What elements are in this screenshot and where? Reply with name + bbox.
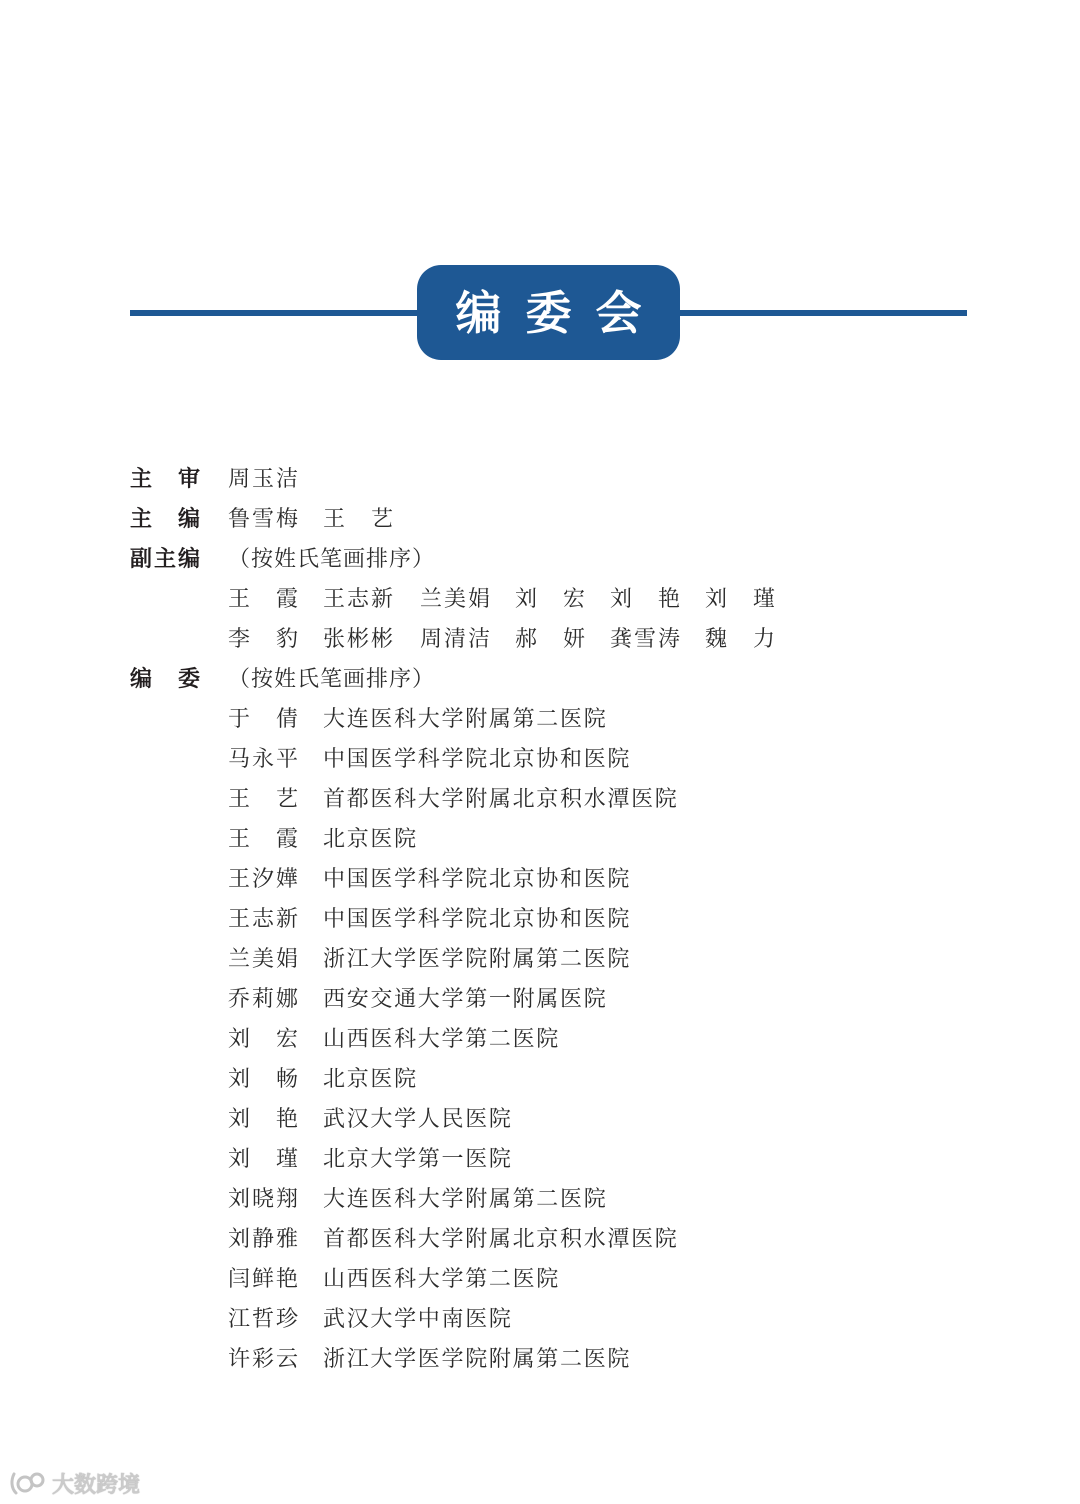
title-banner [417,265,680,360]
member-row [130,860,990,900]
member-affiliation: 山西医科大学第二医院 [323,1027,561,1052]
member-affiliation: 北京医院 [323,827,418,852]
deputy-editor-name: 刘 艳 [610,587,680,612]
deputy-editor-name: 王志新 [323,587,393,612]
member-affiliation: 浙江大学医学院附属第二医院 [323,1347,632,1372]
member-affiliation: 大连医科大学附属第二医院 [323,1187,608,1212]
deputy-editor-name: 郝 妍 [515,627,585,652]
chief-editor-name: 王 艺 [323,507,393,532]
member-row [130,1300,990,1340]
member-row [130,1340,990,1380]
member-affiliation: 中国医学科学院北京协和医院 [323,747,632,772]
deputy-editor-name: 魏 力 [705,627,775,652]
deputy-editor-name: 兰美娟 [420,587,490,612]
member-row [130,780,990,820]
deputy-editor-name: 张彬彬 [323,627,393,652]
chief-editors-label: 主 编 [130,507,200,532]
member-row [130,1060,990,1100]
chief-reviewer-name: 周玉洁 [228,467,298,492]
member-row [130,820,990,860]
member-row [130,1220,990,1260]
member-affiliation: 中国医学科学院北京协和医院 [323,867,632,892]
deputy-editors-names-row [130,620,990,660]
member-name: 刘 宏 [228,1027,298,1052]
member-name: 刘静雅 [228,1227,298,1252]
member-row [130,900,990,940]
page-title: 编委会 [455,285,666,340]
deputy-editor-name: 龚雪涛 [610,627,680,652]
deputy-editor-name: 王 霞 [228,587,298,612]
editorial-board-list [130,460,990,1380]
member-row [130,1180,990,1220]
editorial-board-order-note: （按姓氏笔画排序） [228,667,436,692]
member-row [130,1020,990,1060]
member-name: 刘 瑾 [228,1147,298,1172]
member-affiliation: 北京大学第一医院 [323,1147,513,1172]
editorial-board-label: 编 委 [130,667,200,692]
chief-reviewer-row [130,460,990,500]
editorial-board-row [130,660,990,700]
member-affiliation: 西安交通大学第一附属医院 [323,987,608,1012]
member-affiliation: 山西医科大学第二医院 [323,1267,561,1292]
member-name: 王 霞 [228,827,298,852]
chief-editors-row [130,500,990,540]
member-affiliation: 浙江大学医学院附属第二医院 [323,947,632,972]
member-name: 于 倩 [228,707,298,732]
deputy-editor-name: 周清洁 [420,627,490,652]
member-name: 刘 畅 [228,1067,298,1092]
member-affiliation: 武汉大学人民医院 [323,1107,513,1132]
deputy-editors-row [130,540,990,580]
member-row [130,700,990,740]
member-row [130,1260,990,1300]
member-affiliation: 武汉大学中南医院 [323,1307,513,1332]
deputy-editors-order-note: （按姓氏笔画排序） [228,547,436,572]
member-affiliation: 中国医学科学院北京协和医院 [323,907,632,932]
watermark [8,1466,140,1500]
member-name: 刘 艳 [228,1107,298,1132]
member-row [130,940,990,980]
deputy-editor-name: 刘 瑾 [705,587,775,612]
member-name: 马永平 [228,747,298,772]
member-affiliation: 大连医科大学附属第二医院 [323,707,608,732]
member-affiliation: 首都医科大学附属北京积水潭医院 [323,1227,679,1252]
member-name: 王 艺 [228,787,298,812]
watermark-text: 大数跨境 [52,1472,141,1498]
member-name: 乔莉娜 [228,987,298,1012]
deputy-editors-names-row [130,580,990,620]
member-name: 刘晓翔 [228,1187,298,1212]
member-affiliation: 首都医科大学附属北京积水潭医院 [323,787,679,812]
member-name: 兰美娟 [228,947,298,972]
member-row [130,980,990,1020]
member-name: 王志新 [228,907,298,932]
member-row [130,740,990,780]
member-name: 江哲珍 [228,1307,298,1332]
member-name: 闫鲜艳 [228,1267,298,1292]
deputy-editor-name: 李 豹 [228,627,298,652]
member-name: 许彩云 [228,1347,298,1372]
deputy-editor-name: 刘 宏 [515,587,585,612]
chief-editor-name: 鲁雪梅 [228,507,298,532]
member-row [130,1140,990,1180]
watermark-logo-icon [8,1468,46,1498]
member-row [130,1100,990,1140]
chief-reviewer-label: 主 审 [130,467,200,492]
member-affiliation: 北京医院 [323,1067,418,1092]
member-name: 王汐嬅 [228,867,298,892]
deputy-editors-label: 副主编 [130,547,200,572]
